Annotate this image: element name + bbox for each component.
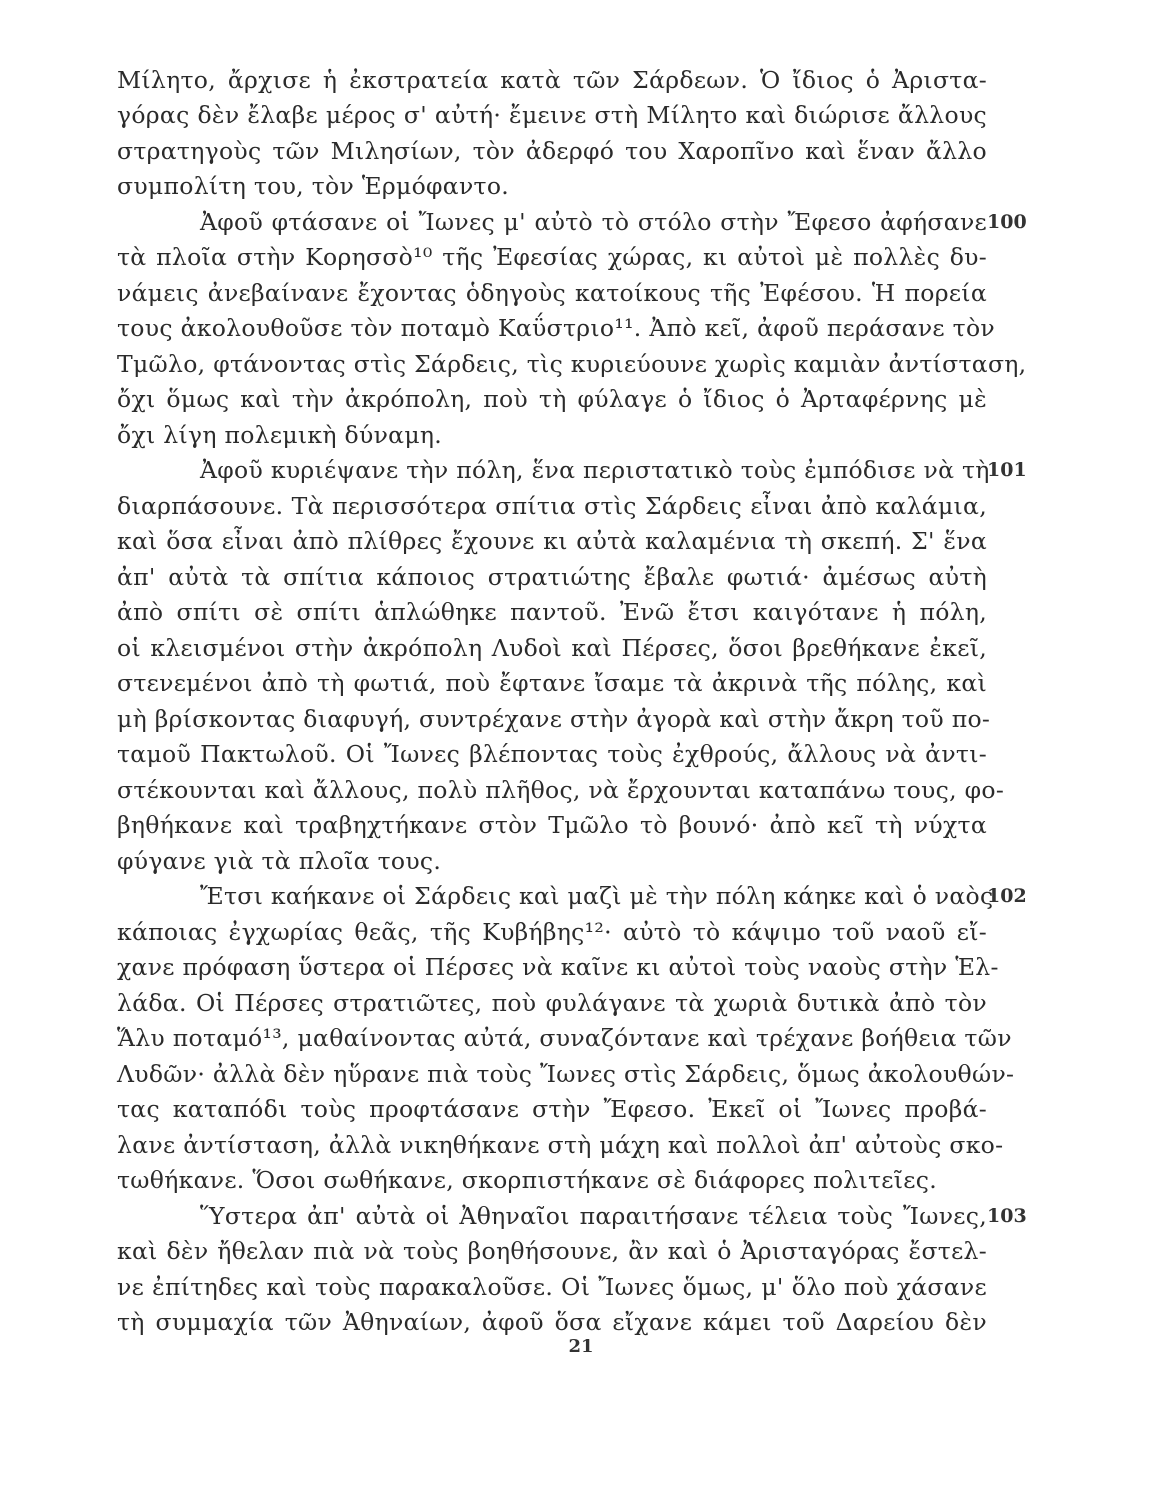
text-line xyxy=(200,452,990,488)
text-line xyxy=(117,949,999,985)
text-line xyxy=(117,1162,987,1198)
text-line-content: τας καταπόδι τοὺς προφτάσανε στὴν Ἔφεσο. Ἐκεῖ οἱ Ἴωνες προβά- xyxy=(117,1095,987,1123)
text-line xyxy=(117,594,987,630)
text-line-content: τὴ συμμαχία τῶν Ἀθηναίων, ἀφοῦ ὅσα εἴχανε κάμει τοῦ Δαρείου δὲν xyxy=(117,1308,987,1336)
text-line xyxy=(117,914,987,950)
text-line xyxy=(117,239,987,275)
text-line-content: Ἔτσι καήκανε οἱ Σάρδεις καὶ μαζὶ μὲ τὴν πόλη κάηκε καὶ ὁ ναὸς xyxy=(200,882,994,910)
text-line xyxy=(117,62,987,98)
text-line xyxy=(200,878,994,914)
text-line-content: στρατηγοὺς τῶν Μιλησίων, τὸν ἀδερφό του Χαροπῖνο καὶ ἕναν ἄλλο xyxy=(117,137,987,165)
text-line xyxy=(200,204,987,240)
text-line xyxy=(117,275,987,311)
text-line-content: οἱ κλεισμένοι στὴν ἀκρόπολη Λυδοὶ καὶ Πέρσες, ὅσοι βρεθήκανε ἐκεῖ, xyxy=(117,634,987,662)
text-line xyxy=(117,523,987,559)
text-line-content: καὶ ὅσα εἶναι ἀπὸ πλίθρες ἔχουνε κι αὐτὰ καλαμένια τὴ σκεπή. Σ' ἕνα xyxy=(117,527,987,555)
text-line xyxy=(117,772,1005,808)
text-line-content: στενεμένοι ἀπὸ τὴ φωτιά, ποὺ ἔφτανε ἴσαμε τὰ ἀκρινὰ τῆς πόλης, καὶ xyxy=(117,669,987,697)
text-line-content: λάδα. Οἱ Πέρσες στρατιῶτες, ποὺ φυλάγανε τὰ χωριὰ δυτικὰ ἀπὸ τὸν xyxy=(117,989,987,1017)
text-line xyxy=(117,1233,987,1269)
text-line-content: νάμεις ἀνεβαίνανε ἔχοντας ὁδηγοὺς κατοίκους τῆς Ἐφέσου. Ἡ πορεία xyxy=(117,279,987,307)
page-number: 21 xyxy=(568,1336,594,1357)
text-line xyxy=(117,1020,1012,1056)
text-line xyxy=(117,488,987,524)
text-line-content: χανε πρόφαση ὕστερα οἱ Πέρσες νὰ καῖνε κι αὐτοὶ τοὺς ναοὺς στὴν Ἑλ- xyxy=(117,953,999,981)
text-line-content: γόρας δὲν ἔλαβε μέρος σ' αὐτή· ἔμεινε στὴ Μίλητο καὶ διώρισε ἄλλους xyxy=(117,101,987,129)
text-line xyxy=(117,1127,1004,1163)
text-line xyxy=(117,168,987,204)
text-line-content: Λυδῶν· ἀλλὰ δὲν ηὕρανε πιὰ τοὺς Ἴωνες στὶς Σάρδεις, ὅμως ἀκολουθών- xyxy=(117,1060,1015,1088)
text-line-content: Τμῶλο, φτάνοντας στὶς Σάρδεις, τὶς κυριεύουνε χωρὶς καμιὰν ἀντίσταση, xyxy=(117,350,1027,378)
text-line-content: καὶ δὲν ἤθελαν πιὰ νὰ τοὺς βοηθήσουνε, ἂν καὶ ὁ Ἀρισταγόρας ἔστελ- xyxy=(117,1237,987,1265)
text-line-content: μὴ βρίσκοντας διαφυγή, συντρέχανε στὴν ἀγορὰ καὶ στὴν ἄκρη τοῦ πο- xyxy=(117,705,991,733)
text-line xyxy=(117,665,987,701)
text-line xyxy=(117,310,995,346)
text-line xyxy=(117,701,991,737)
text-line xyxy=(117,1269,987,1305)
text-line-content: διαρπάσουνε. Τὰ περισσότερα σπίτια στὶς Σάρδεις εἶναι ἀπὸ καλάμια, xyxy=(117,492,987,520)
text-line-content: ἀπὸ σπίτι σὲ σπίτι ἁπλώθηκε παντοῦ. Ἐνῶ ἔτσι καιγότανε ἡ πόλη, xyxy=(117,598,987,626)
text-line-content: τους ἀκολουθοῦσε τὸν ποταμὸ Καΰστριο¹¹. Ἀπὸ κεῖ, ἀφοῦ περάσανε τὸν xyxy=(117,314,995,342)
text-line-content: λανε ἀντίσταση, ἀλλὰ νικηθήκανε στὴ μάχη καὶ πολλοὶ ἀπ' αὐτοὺς σκο- xyxy=(117,1131,1004,1159)
text-line-content: τὰ πλοῖα στὴν Κορησσὸ¹⁰ τῆς Ἐφεσίας χώρας, κι αὐτοὶ μὲ πολλὲς δυ- xyxy=(117,243,987,271)
text-line xyxy=(117,559,987,595)
text-line xyxy=(117,417,987,453)
text-line xyxy=(117,1091,987,1127)
text-line-content: Ὕστερα ἀπ' αὐτὰ οἱ Ἀθηναῖοι παραιτήσανε τέλεια τοὺς Ἴωνες, xyxy=(200,1202,987,1230)
text-line xyxy=(200,1198,987,1234)
text-line-content: τωθήκανε. Ὅσοι σωθήκανε, σκορπιστήκανε σὲ διάφορες πολιτεῖες. xyxy=(117,1166,937,1194)
text-line xyxy=(117,133,987,169)
text-line xyxy=(117,630,987,666)
text-line-content: φύγανε γιὰ τὰ πλοῖα τους. xyxy=(117,847,442,875)
text-line-content: Μίλητο, ἄρχισε ἡ ἐκστρατεία κατὰ τῶν Σάρδεων. Ὁ ἴδιος ὁ Ἀριστα- xyxy=(117,66,987,94)
text-line-content: Ἀφοῦ φτάσανε οἱ Ἴωνες μ' αὐτὸ τὸ στόλο στὴν Ἔφεσο ἀφήσανε xyxy=(200,208,987,236)
text-line xyxy=(117,985,987,1021)
text-line-content: ἀπ' αὐτὰ τὰ σπίτια κάποιος στρατιώτης ἔβαλε φωτιά· ἀμέσως αὐτὴ xyxy=(117,563,987,591)
text-line-content: νε ἐπίτηδες καὶ τοὺς παρακαλοῦσε. Οἱ Ἴωνες ὅμως, μ' ὅλο ποὺ χάσανε xyxy=(117,1273,987,1301)
section-number: 100 xyxy=(987,211,1027,233)
text-line xyxy=(117,843,987,879)
text-line-content: ὄχι ὅμως καὶ τὴν ἀκρόπολη, ποὺ τὴ φύλαγε ὁ ἴδιος ὁ Ἀρταφέρνης μὲ xyxy=(117,385,987,413)
text-line xyxy=(117,381,987,417)
text-line-content: Ἀφοῦ κυριέψανε τὴν πόλη, ἕνα περιστατικὸ τοὺς ἐμπόδισε νὰ τὴ xyxy=(200,456,990,484)
text-line-content: συμπολίτη του, τὸν Ἑρμόφαντο. xyxy=(117,172,510,200)
text-line xyxy=(117,1056,1015,1092)
text-line-content: κάποιας ἐγχωρίας θεᾶς, τῆς Κυβήβης¹²· αὐτὸ τὸ κάψιμο τοῦ ναοῦ εἴ- xyxy=(117,918,987,946)
section-number: 103 xyxy=(987,1205,1027,1227)
text-line-content: Ἅλυ ποταμό¹³, μαθαίνοντας αὐτά, συναζόντανε καὶ τρέχανε βοήθεια τῶν xyxy=(117,1024,1012,1052)
text-line-content: ὄχι λίγη πολεμικὴ δύναμη. xyxy=(117,421,443,449)
text-line-content: βηθήκανε καὶ τραβηχτήκανε στὸν Τμῶλο τὸ βουνό· ἀπὸ κεῖ τὴ νύχτα xyxy=(117,811,987,839)
section-number: 102 xyxy=(987,885,1027,907)
text-line-content: στέκουνται καὶ ἄλλους, πολὺ πλῆθος, νὰ ἔρχουνται καταπάνω τους, φο- xyxy=(117,776,1005,804)
section-number: 101 xyxy=(987,459,1027,481)
text-line xyxy=(117,346,1027,382)
text-line xyxy=(117,736,987,772)
text-line xyxy=(117,807,987,843)
text-line xyxy=(117,97,987,133)
text-line-content: ταμοῦ Πακτωλοῦ. Οἱ Ἴωνες βλέποντας τοὺς ἐχθρούς, ἄλλους νὰ ἀντι- xyxy=(117,740,987,768)
